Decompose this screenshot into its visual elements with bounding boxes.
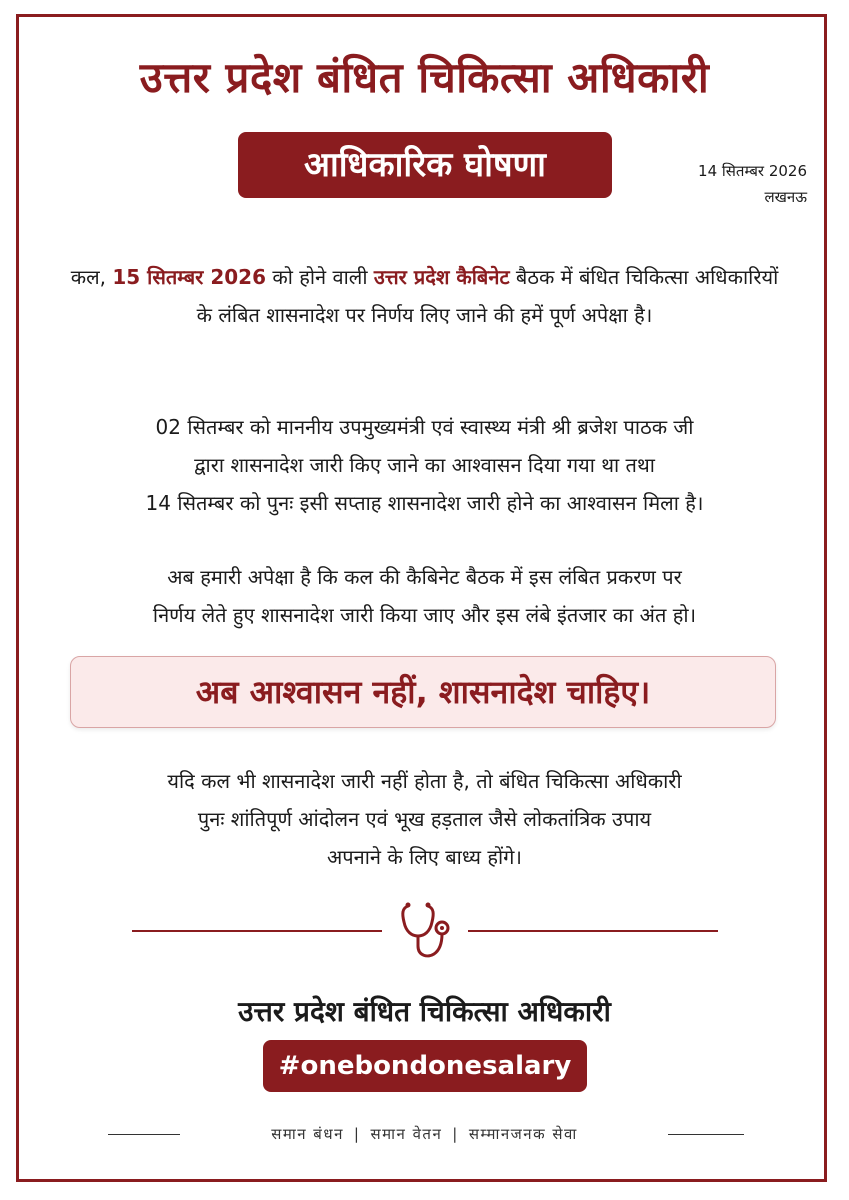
p1-text-b: को होने वाली — [265, 265, 374, 289]
p2-line: द्वारा शासनादेश जारी किए जाने का आश्वासन दिया गया था तथा — [194, 453, 655, 477]
tagline-separator: | — [452, 1125, 459, 1143]
p4-line: पुनः शांतिपूर्ण आंदोलन एवं भूख हड़ताल जैसे लोकतांत्रिक उपाय — [197, 807, 652, 831]
footer-divider-left — [132, 930, 382, 932]
page-title: उत्तर प्रदेश बंधित चिकित्सा अधिकारी — [139, 53, 710, 102]
cabinet-highlight: उत्तर प्रदेश कैबिनेट — [373, 265, 510, 289]
hashtag-badge: #onebondonesalary — [263, 1040, 587, 1092]
tagline — [0, 1124, 849, 1144]
paragraph-expectation — [60, 558, 789, 634]
meeting-date-highlight: 15 सितम्बर 2026 — [112, 265, 266, 289]
footer-divider-right — [468, 930, 718, 932]
announcement-banner: आधिकारिक घोषणा — [238, 132, 612, 198]
paragraph-cabinet-meeting — [60, 258, 789, 334]
p3-line: निर्णय लेते हुए शासनादेश जारी किया जाए और इस लंबे इंतजार का अंत हो। — [152, 603, 697, 627]
p2-line: 02 सितम्बर को माननीय उपमुख्यमंत्री एवं स्वास्थ्य मंत्री श्री ब्रजेश पाठक जी — [155, 415, 694, 439]
p4-line: अपनाने के लिए बाध्य होंगे। — [327, 845, 522, 869]
tagline-item: समान वेतन — [370, 1125, 443, 1143]
p1-text-a: कल, — [70, 265, 113, 289]
paragraph-assurance — [60, 408, 789, 522]
tagline-separator: | — [353, 1125, 361, 1143]
place-text: लखनऊ — [764, 188, 807, 206]
tagline-item: समान बंधन — [271, 1125, 344, 1143]
tagline-item: सम्मानजनक सेवा — [468, 1125, 578, 1143]
p4-line: यदि कल भी शासनादेश जारी नहीं होता है, तो बंधित चिकित्सा अधिकारी — [167, 769, 682, 793]
date-place-block — [698, 158, 807, 210]
callout-banner: अब आश्वासन नहीं, शासनादेश चाहिए। — [70, 656, 776, 728]
p2-line: 14 सितम्बर को पुनः इसी सप्ताह शासनादेश जारी होने का आश्वासन मिला है। — [145, 491, 704, 515]
p1-text-c: बैठक में बंधित चिकित्सा अधिकारियों के लंबित शासनादेश पर निर्णय लिए जाने की हमें पूर्ण अपेक्षा है। — [196, 265, 779, 327]
paragraph-warning — [60, 762, 789, 876]
stethoscope-icon — [398, 900, 454, 964]
footer-org-name: उत्तर प्रदेश बंधित चिकित्सा अधिकारी — [238, 995, 611, 1028]
p3-line: अब हमारी अपेक्षा है कि कल की कैबिनेट बैठक में इस लंबित प्रकरण पर — [167, 565, 682, 589]
date-text: 14 सितम्बर 2026 — [698, 162, 807, 180]
